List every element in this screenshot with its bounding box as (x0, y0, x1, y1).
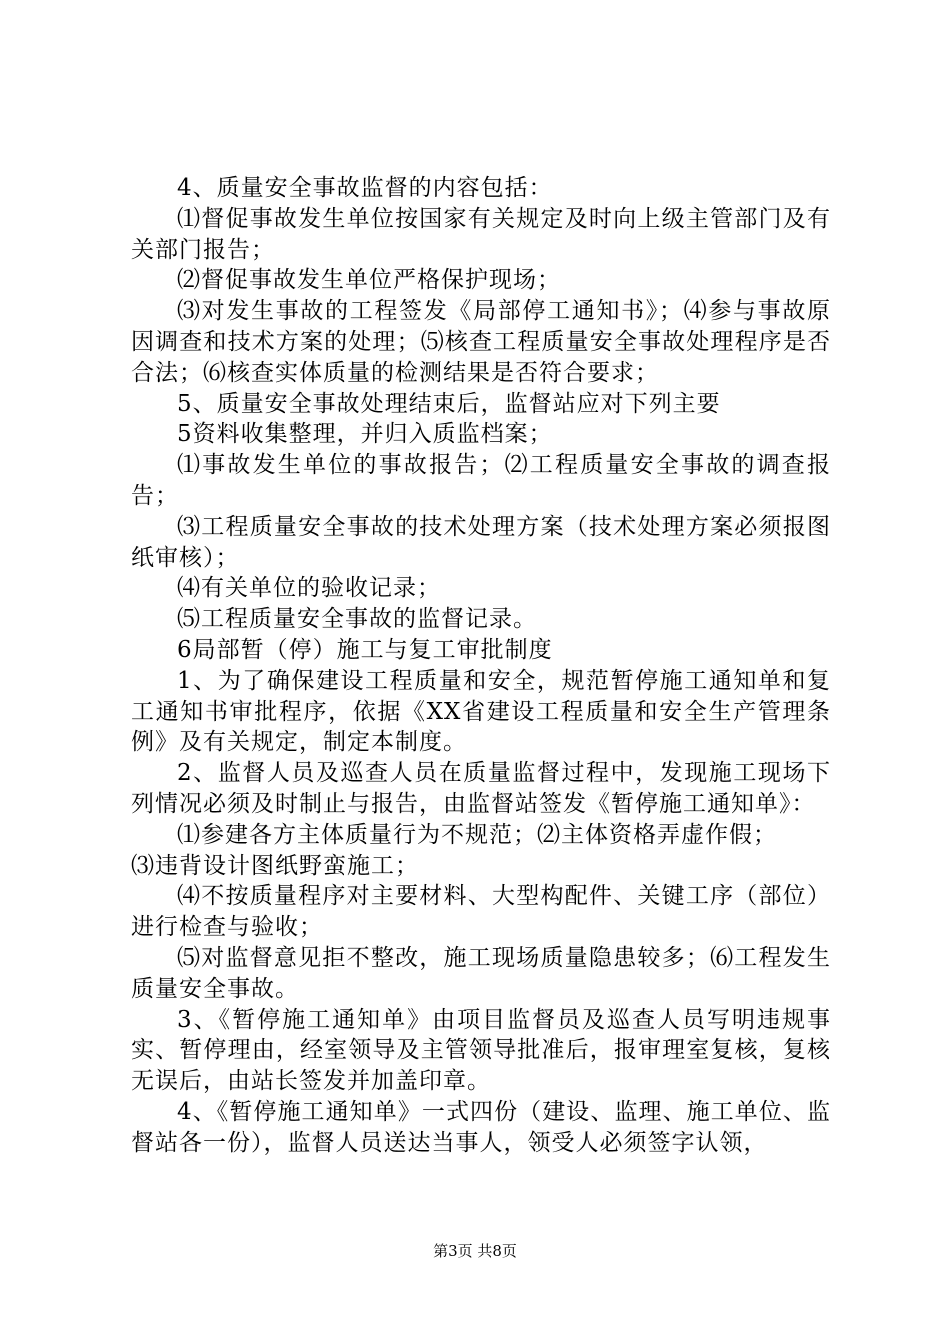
paragraph-item-1-2-accident-report: ⑴事故发生单位的事故报告；⑵工程质量安全事故的调查报告； (131, 452, 831, 509)
paragraph-section-6-item-4: 4、《暂停施工通知单》一式四份（建设、监理、施工单位、监督站各一份），监督人员送达当事人，领受人必须签字认领， (131, 1098, 831, 1156)
paragraph-section-4-heading: 4、质量安全事故监督的内容包括： (177, 175, 553, 201)
paragraph-violation-4: ⑷不按质量程序对主要材料、大型构配件、关键工序（部位）进行检查与验收； (131, 883, 831, 941)
paragraph-violation-5-6: ⑸对监督意见拒不整改，施工现场质量隐患较多；⑹工程发生质量安全事故。 (131, 944, 831, 1002)
paragraph-items-3-to-6: ⑶对发生事故的工程签发《局部停工通知书》；⑷参与事故原因调查和技术方案的处理；⑸核查工程质量安全事故处理程序是否合法；⑹核查实体质量的检测结果是否符合要求； (131, 298, 831, 386)
paragraph-item-2-protect-site: ⑵督促事故发生单位严格保护现场； (177, 267, 561, 294)
paragraph-section-5-continued: 5资料收集整理，并归入质监档案； (177, 421, 553, 448)
document-body (131, 173, 831, 1159)
paragraph-section-6-item-2: 2、监督人员及巡查人员在质量监督过程中，发现施工现场下列情况必须及时制止与报告，由监督站签发《暂停施工通知单》： (131, 760, 831, 817)
page-footer (0, 1241, 950, 1261)
page-number-label: 第3页 共8页 (433, 1242, 517, 1260)
paragraph-section-5-heading: 5、质量安全事故处理结束后，监督站应对下列主要 (177, 390, 721, 417)
paragraph-violation-1-2: ⑴参建各方主体质量行为不规范；⑵主体资格弄虚作假； (177, 821, 777, 848)
paragraph-item-3-technical-plan: ⑶工程质量安全事故的技术处理方案（技术处理方案必须报图纸审核）； (131, 513, 831, 571)
paragraph-item-1-report: ⑴督促事故发生单位按国家有关规定及时向上级主管部门及有关部门报告； (131, 205, 831, 263)
paragraph-section-6-item-3: 3、《暂停施工通知单》由项目监督员及巡查人员写明违规事实、暂停理由，经室领导及主管领导批准后，报审理室复核，复核无误后，由站长签发并加盖印章。 (131, 1006, 831, 1095)
paragraph-section-6-title: 6局部暂（停）施工与复工审批制度 (177, 636, 553, 663)
paragraph-violation-3: ⑶违背设计图纸野蛮施工； (131, 852, 419, 879)
paragraph-section-6-item-1: 1、为了确保建设工程质量和安全，规范暂停施工通知单和复工通知书审批程序，依据《XX省建设工程质量和安全生产管理条例》及有关规定，制定本制度。 (131, 667, 831, 756)
paragraph-item-4-acceptance-record: ⑷有关单位的验收记录； (177, 575, 441, 602)
paragraph-item-5-supervision-record: ⑸工程质量安全事故的监督记录。 (177, 606, 537, 633)
